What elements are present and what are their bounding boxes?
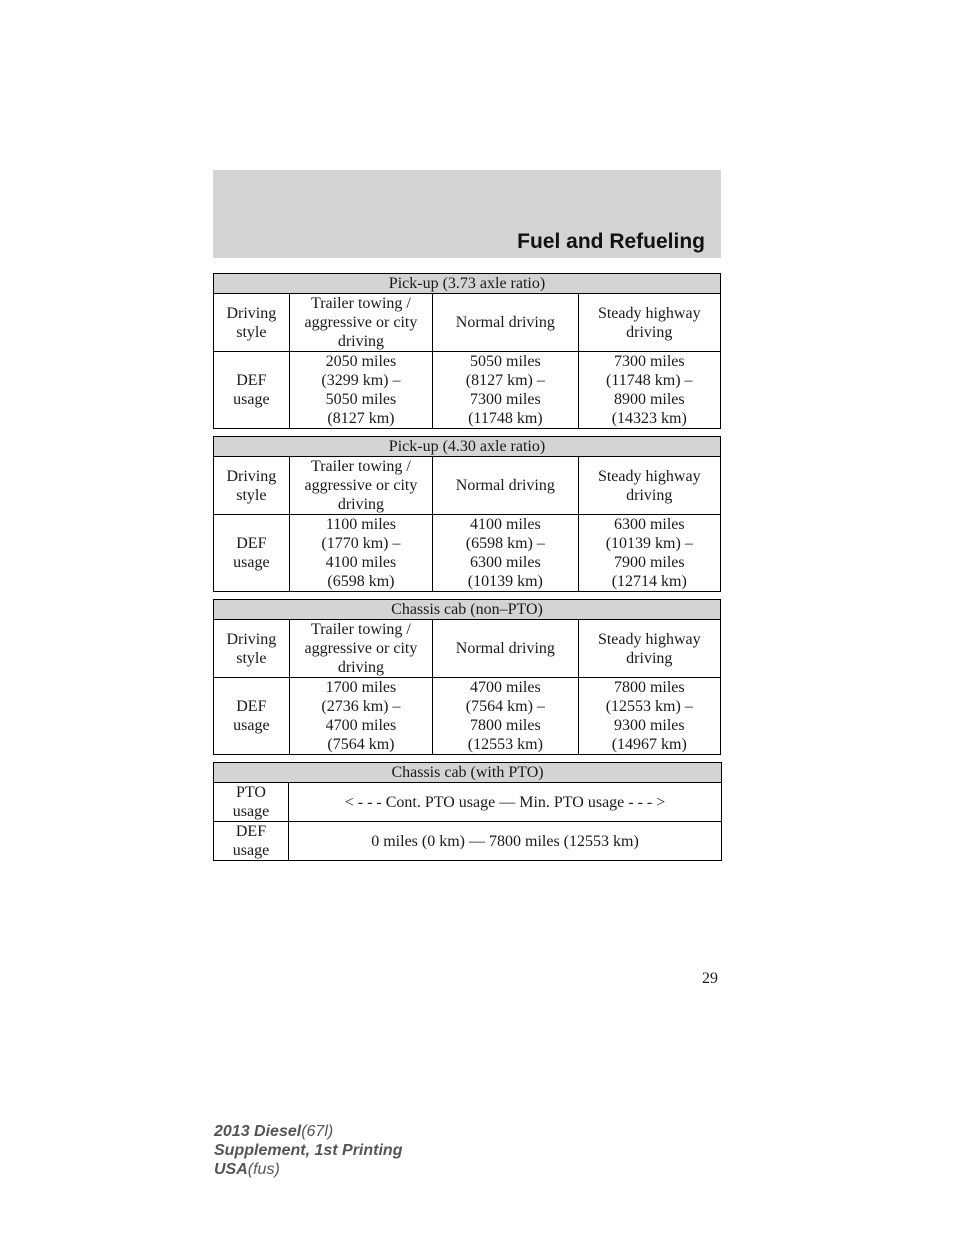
page-number: 29 bbox=[702, 970, 718, 987]
row-label-def-usage: DEF usage bbox=[214, 678, 290, 755]
def-table-chassis-non-pto bbox=[213, 599, 721, 755]
cell-def-normal: 4100 miles (6598 km) – 6300 miles (10139 km) bbox=[433, 515, 578, 592]
row-label-def-usage: DEF usage bbox=[214, 822, 289, 861]
row-label-pto-usage: PTO usage bbox=[214, 783, 289, 822]
cell-def-trailer: 1100 miles (1770 km) – 4100 miles (6598 km) bbox=[289, 515, 432, 592]
cell-steady-highway: Steady highway driving bbox=[578, 294, 720, 352]
cell-def-highway: 7800 miles (12553 km) – 9300 miles (14967 km) bbox=[578, 678, 720, 755]
table-caption: Pick-up (4.30 axle ratio) bbox=[214, 437, 721, 457]
cell-def-highway: 7300 miles (11748 km) – 8900 miles (14323 km) bbox=[578, 352, 720, 429]
cell-pto-usage: < - - - Cont. PTO usage — Min. PTO usage - - - > bbox=[289, 783, 722, 822]
cell-def-normal: 5050 miles (8127 km) – 7300 miles (11748 km) bbox=[433, 352, 578, 429]
cell-def-usage: 0 miles (0 km) — 7800 miles (12553 km) bbox=[289, 822, 722, 861]
section-title: Fuel and Refueling bbox=[517, 230, 705, 253]
row-label-driving-style: Driving style bbox=[214, 294, 290, 352]
footer-market-code: (fus) bbox=[247, 1161, 280, 1178]
cell-steady-highway: Steady highway driving bbox=[578, 457, 720, 515]
cell-trailer-towing: Trailer towing / aggressive or city driving bbox=[289, 457, 432, 515]
table-caption: Chassis cab (non–PTO) bbox=[214, 600, 721, 620]
cell-steady-highway: Steady highway driving bbox=[578, 620, 720, 678]
cell-def-trailer: 2050 miles (3299 km) – 5050 miles (8127 km) bbox=[289, 352, 432, 429]
footer-edition-code: (67l) bbox=[301, 1123, 334, 1140]
def-table-pickup-373 bbox=[213, 273, 721, 429]
row-label-def-usage: DEF usage bbox=[214, 515, 290, 592]
footer-market: USA bbox=[214, 1161, 248, 1178]
cell-trailer-towing: Trailer towing / aggressive or city driving bbox=[289, 294, 432, 352]
footer-imprint bbox=[214, 1122, 402, 1179]
table-caption: Chassis cab (with PTO) bbox=[214, 763, 722, 783]
cell-def-trailer: 1700 miles (2736 km) – 4700 miles (7564 km) bbox=[289, 678, 432, 755]
def-table-chassis-with-pto bbox=[213, 762, 722, 861]
row-label-driving-style: Driving style bbox=[214, 620, 290, 678]
cell-def-highway: 6300 miles (10139 km) – 7900 miles (12714 km) bbox=[578, 515, 720, 592]
cell-normal-driving: Normal driving bbox=[433, 457, 578, 515]
table-caption: Pick-up (3.73 axle ratio) bbox=[214, 274, 721, 294]
cell-normal-driving: Normal driving bbox=[433, 620, 578, 678]
section-header-band bbox=[213, 170, 721, 258]
cell-def-normal: 4700 miles (7564 km) – 7800 miles (12553 km) bbox=[433, 678, 578, 755]
footer-printing: Supplement, 1st Printing bbox=[214, 1142, 403, 1159]
cell-normal-driving: Normal driving bbox=[433, 294, 578, 352]
row-label-def-usage: DEF usage bbox=[214, 352, 290, 429]
footer-edition: 2013 Diesel bbox=[214, 1123, 302, 1140]
row-label-driving-style: Driving style bbox=[214, 457, 290, 515]
cell-trailer-towing: Trailer towing / aggressive or city driving bbox=[289, 620, 432, 678]
def-table-pickup-430 bbox=[213, 436, 721, 592]
